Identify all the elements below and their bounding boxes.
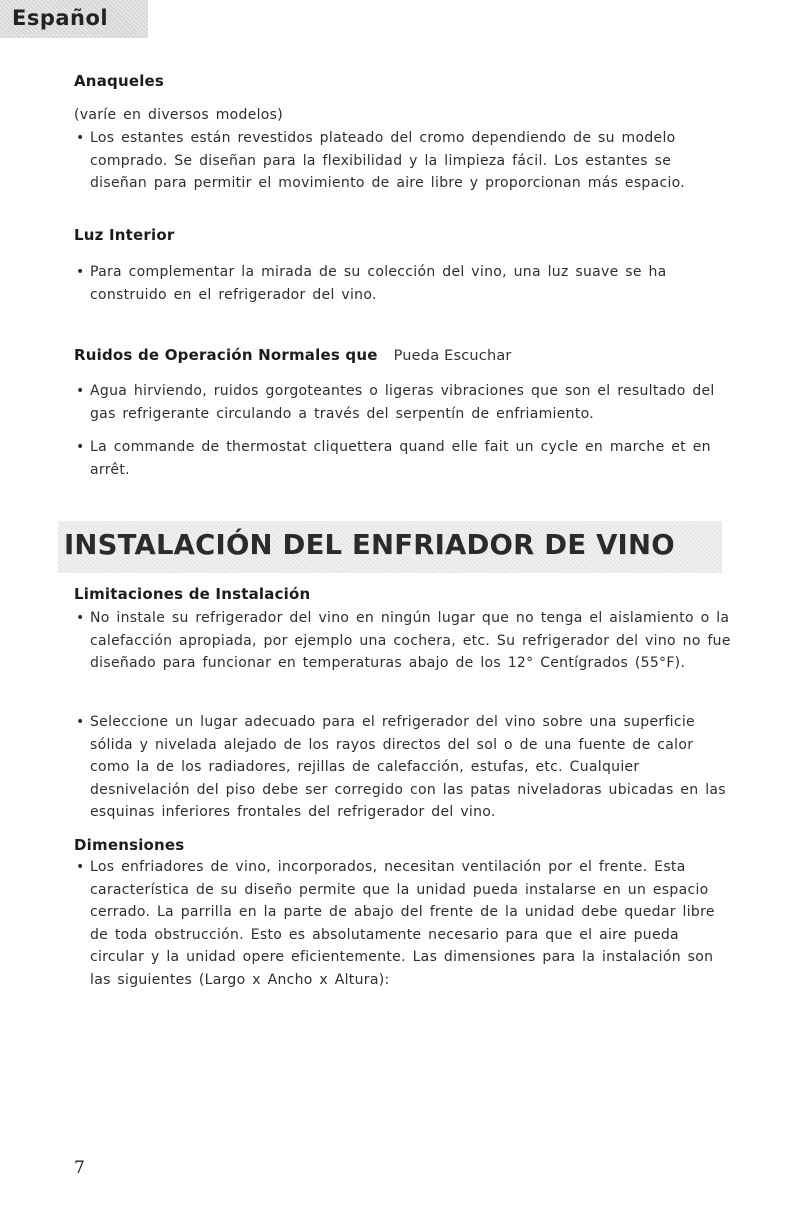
bullet-icon: •: [76, 383, 85, 399]
limitations-bullet-2: [74, 711, 734, 824]
language-tab: [0, 0, 148, 38]
bullet-icon: •: [76, 859, 85, 875]
shelves-note: (varíe en diversos modelos): [74, 107, 284, 123]
noises-bullet-2: [74, 436, 734, 481]
page-number: 7: [74, 1158, 85, 1178]
noises-bullet-1: [74, 380, 734, 425]
noises-heading: [74, 346, 512, 364]
noises-heading-bold: Ruidos de Operación Normales que: [74, 346, 378, 364]
dimensions-bullet-1: [74, 856, 734, 991]
bullet-text: No instale su refrigerador del vino en ningún lugar que no tenga el aislamiento o la calefacción apropiada, por ejemplo una cochera, etc. Su refrigerador del vino no fue diseñado para funcionar en temperaturas abajo de los 12° Centígrados (55°F).: [90, 610, 731, 671]
shelves-heading: Anaqueles: [74, 72, 165, 90]
noises-heading-suffix: Pueda Escuchar: [393, 348, 512, 364]
installation-banner: [58, 521, 722, 573]
limitations-bullet-1: [74, 607, 734, 675]
bullet-text: La commande de thermostat cliquettera quand elle fait un cycle en marche et en arrêt.: [90, 439, 711, 478]
bullet-text: Seleccione un lugar adecuado para el refrigerador del vino sobre una superficie sólida y nivelada alejado de los rayos directos del sol o de una fuente de calor como la de los radiadores, rejillas de calefacción, estufas, etc. Cualquier desnivelación del piso debe ser corregido con las patas niveladoras ubicadas en las esquinas inferiores frontales del refrigerador del vino.: [90, 714, 726, 820]
dimensions-heading: Dimensiones: [74, 836, 185, 854]
bullet-text: Los enfriadores de vino, incorporados, necesitan ventilación por el frente. Esta característica de su diseño permite que la unidad pueda instalarse en un espacio cerrado. La parrilla en la parte de abajo del frente de la unidad debe quedar libre de toda obstrucción. Esto es absolutamente necesario para que el aire pueda circular y la unidad opere eficientemente. Las dimensiones para la instalación son las siguientes (Largo x Ancho x Altura):: [90, 859, 715, 988]
bullet-icon: •: [76, 264, 85, 280]
bullet-text: Los estantes están revestidos plateado del cromo dependiendo de su modelo comprado. Se diseñan para la flexibilidad y la limpieza fácil. Los estantes se diseñan para permitir el movimiento de aire libre y proporcionan más espacio.: [90, 130, 686, 191]
bullet-icon: •: [76, 714, 85, 730]
shelves-bullet-1: [74, 127, 734, 195]
language-label: Español: [12, 6, 109, 30]
bullet-icon: •: [76, 439, 85, 455]
limitations-heading: Limitaciones de Instalación: [74, 585, 311, 603]
interior-light-heading: Luz Interior: [74, 226, 175, 244]
installation-banner-title: INSTALACIÓN DEL ENFRIADOR DE VINO: [64, 529, 675, 561]
bullet-icon: •: [76, 130, 85, 146]
bullet-text: Para complementar la mirada de su colección del vino, una luz suave se ha construido en el refrigerador del vino.: [90, 264, 667, 303]
interior-light-bullet-1: [74, 261, 734, 306]
bullet-text: Agua hirviendo, ruidos gorgoteantes o ligeras vibraciones que son el resultado del gas refrigerante circulando a través del serpentín de enfriamiento.: [90, 383, 715, 422]
bullet-icon: •: [76, 610, 85, 626]
